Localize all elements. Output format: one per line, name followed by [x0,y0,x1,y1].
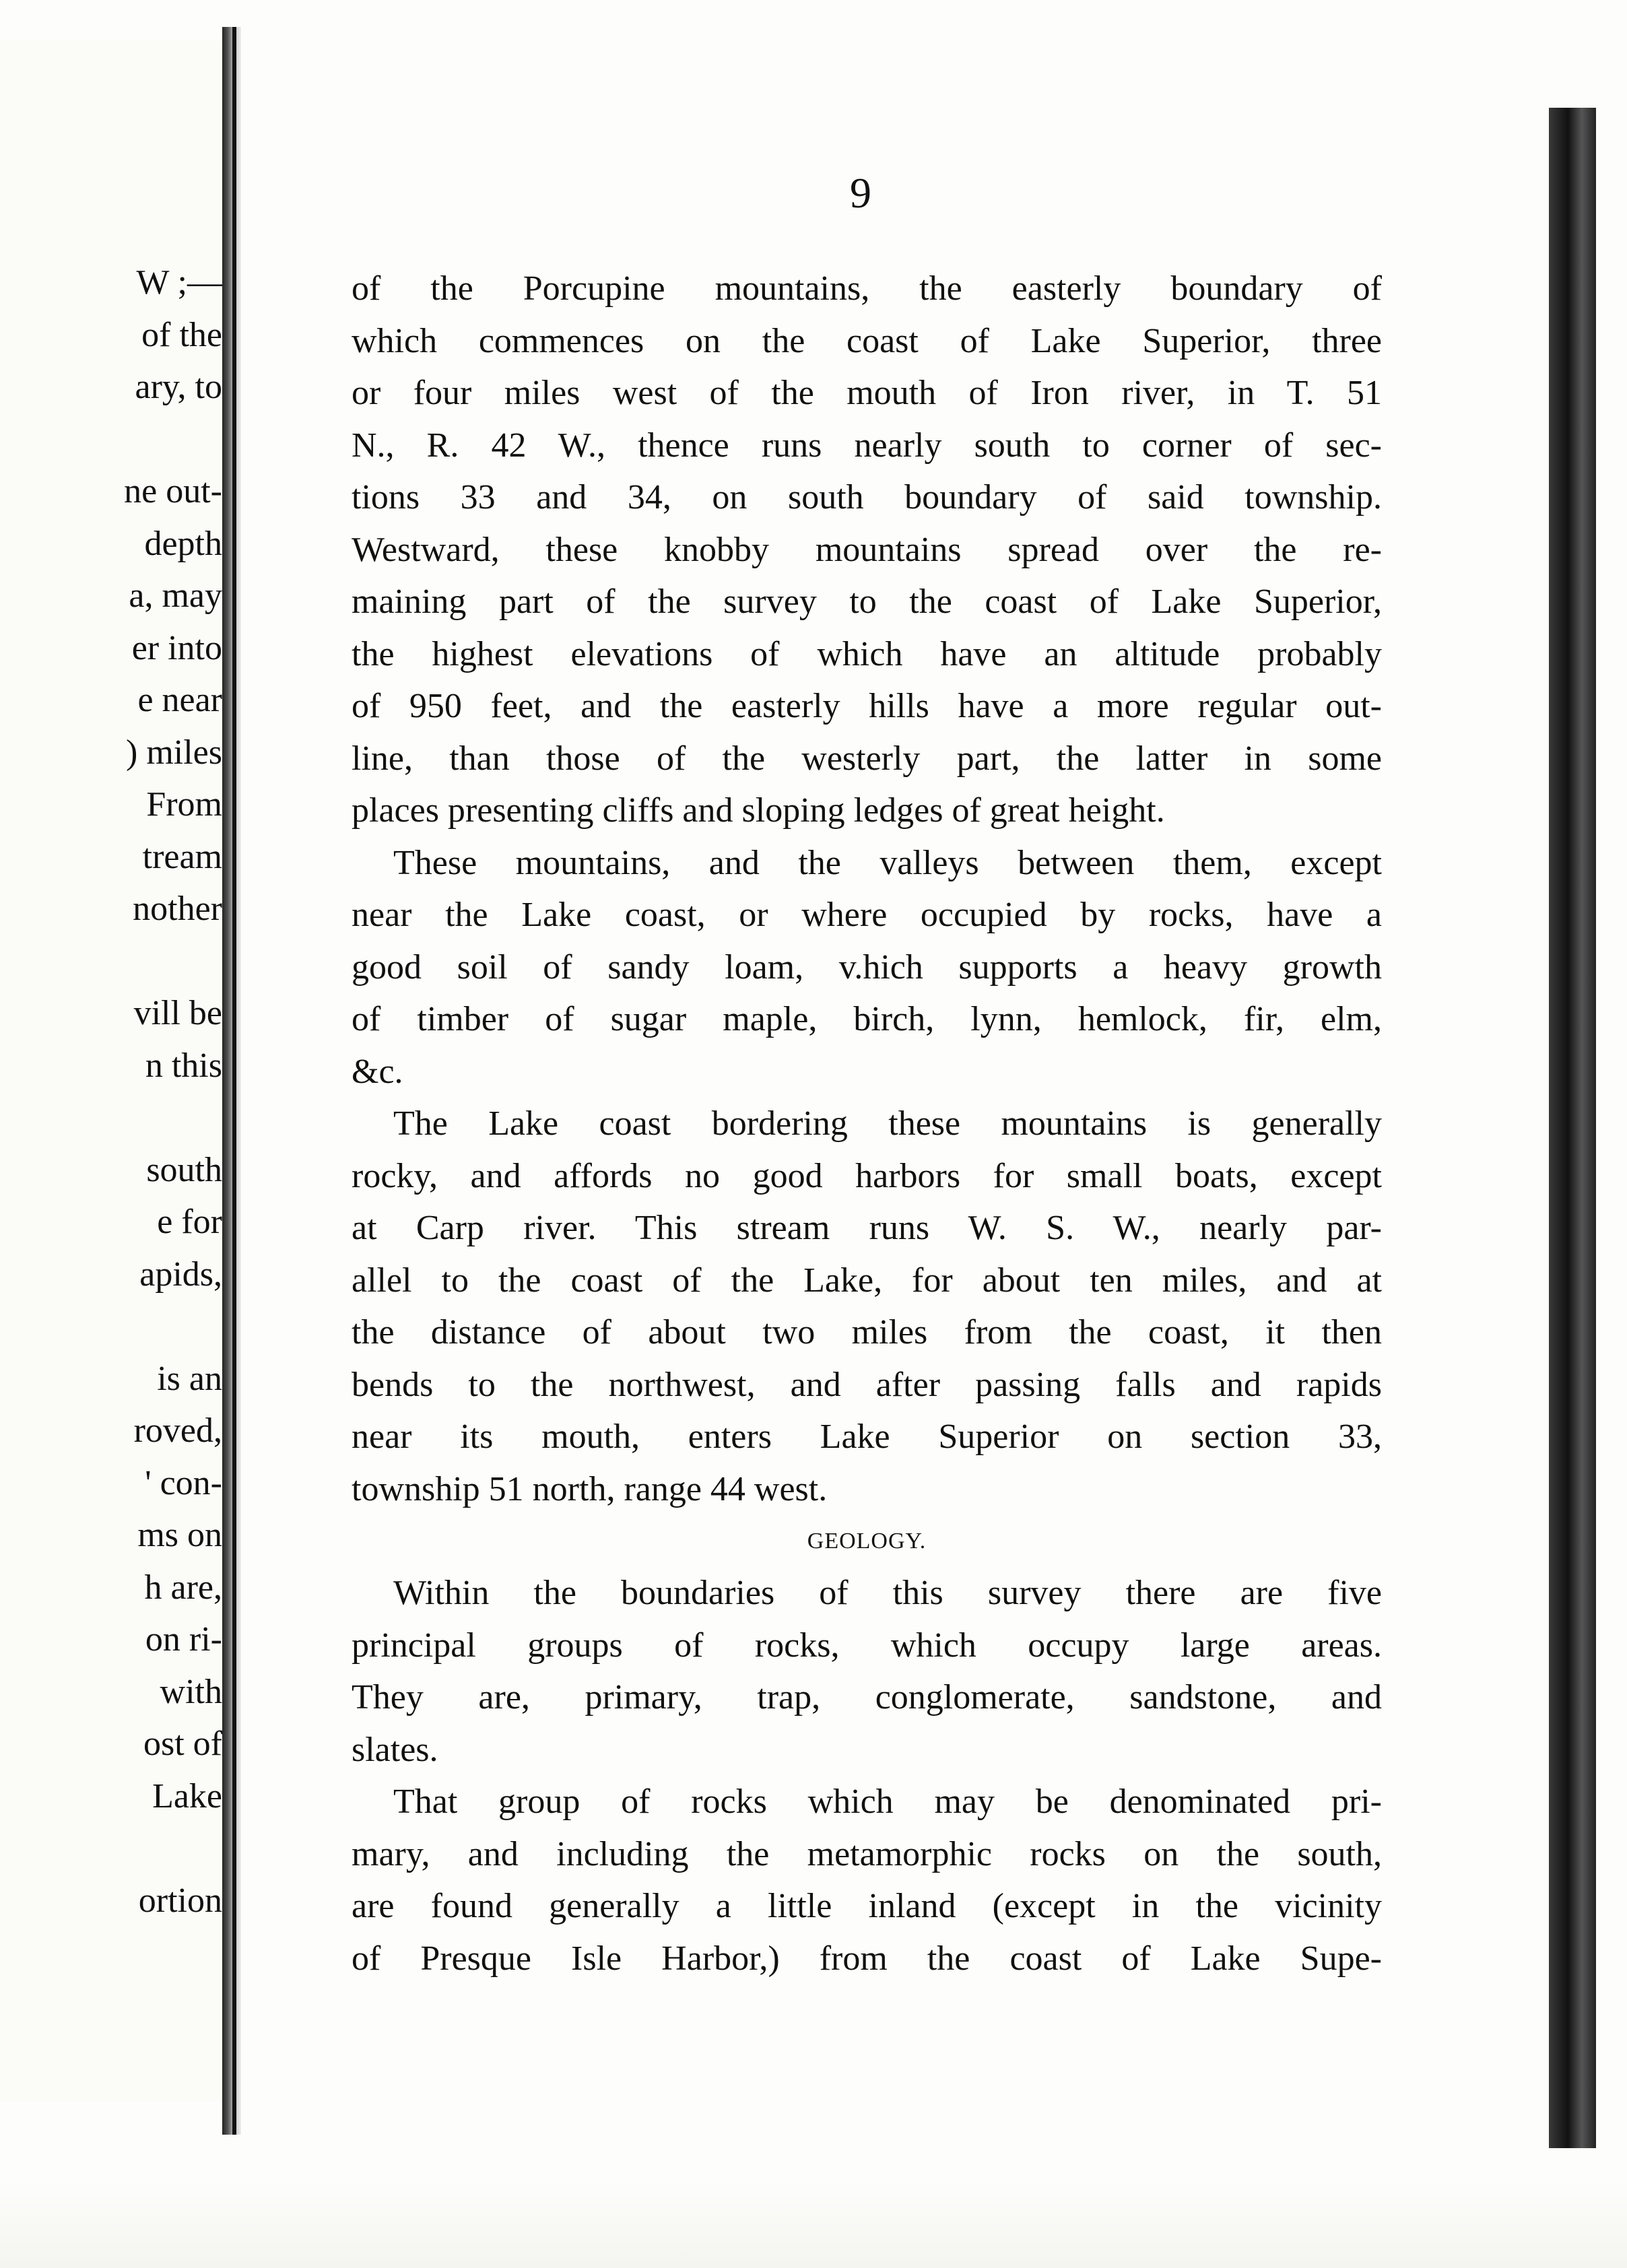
text-line: which commences on the coast of Lake Superior, three [352,321,1382,360]
left-page-line: ne out- [124,472,222,510]
text-line: principal groups of rocks, which occupy large areas. [352,1626,1382,1665]
text-line: the highest elevations of which have an altitude probably [352,634,1382,673]
text-line: allel to the coast of the Lake, for about ten miles, and at [352,1261,1382,1300]
text-line: near the Lake coast, or where occupied by rocks, have a [352,896,1382,934]
paragraph-2 [352,837,1382,1098]
text-line: are found generally a little inland (except in the vicinity [352,1887,1382,1925]
text-line: rocky, and affords no good harbors for small boats, except [352,1156,1382,1195]
left-page-line: ortion [138,1881,222,1920]
left-page-line: south [146,1150,222,1189]
left-page-line: ms on [137,1516,222,1554]
section-heading: GEOLOGY. [807,1529,927,1554]
text-line: township 51 north, range 44 west. [352,1469,828,1508]
book-gutter [222,27,241,2135]
left-page-line: depth [144,524,222,563]
text-line: places presenting cliffs and sloping ledges of great height. [352,791,1165,830]
text-line: &c. [352,1052,403,1091]
text-line: These mountains, and the valleys between them, except [393,843,1382,882]
text-line: of Presque Isle Harbor,) from the coast of Lake Supe- [352,1939,1382,1978]
text-line: at Carp river. This stream runs W. S. W., nearly par- [352,1209,1382,1247]
left-page-line: ary, to [135,368,222,406]
left-page-line: Lake [152,1776,222,1815]
text-line: bends to the northwest, and after passing falls and rapids [352,1365,1382,1404]
text-line: slates. [352,1730,438,1769]
left-page-fragment [0,40,222,2101]
left-page-line: nother [133,890,222,928]
left-page-line: vill be [133,994,222,1032]
left-page-line: roved, [133,1411,222,1450]
text-line: They are, primary, trap, conglomerate, sandstone, and [352,1678,1382,1716]
left-page-line: e for [157,1203,222,1241]
left-page-line: with [160,1672,222,1711]
text-line: Within the boundaries of this survey there are five [393,1574,1382,1612]
text-line: good soil of sandy loam, v.hich supports a heavy growth [352,947,1382,987]
text-line: or four miles west of the mouth of Iron river, in T. 51 [352,374,1382,412]
left-page-line: From [146,785,222,824]
left-page-line: is an [157,1359,222,1398]
left-page-line: apids, [139,1255,222,1294]
text-line: the distance of about two miles from the coast, it then [352,1313,1382,1352]
text-line: maining part of the survey to the coast of Lake Superior, [352,582,1382,621]
paragraph-3 [352,1098,1382,1515]
left-page-line: ost of [143,1725,222,1763]
page-edge-shadow [1549,108,1596,2148]
text-line: tions 33 and 34, on south boundary of said township. [352,478,1382,516]
text-line: That group of rocks which may be denominated pri- [393,1782,1382,1821]
text-line: N., R. 42 W., thence runs nearly south to corner of sec- [352,426,1382,465]
text-line: of timber of sugar maple, birch, lynn, hemlock, fir, elm, [352,1000,1382,1038]
paragraph-4 [352,1567,1382,1776]
gutter-line [232,27,236,2135]
left-page-line: of the [141,315,222,354]
left-page-line: ' con- [145,1463,222,1502]
paragraph-1 [352,263,1382,837]
left-page-line: h are, [144,1568,222,1607]
left-page-line: a, may [129,576,222,615]
text-line: of the Porcupine mountains, the easterly boundary of [352,269,1382,308]
text-line: Westward, these knobby mountains spread over the re- [352,530,1382,569]
left-page-line: n this [145,1046,222,1085]
text-line: The Lake coast bordering these mountains is generally [393,1104,1382,1143]
page-number: 9 [850,169,871,217]
text-line: line, than those of the westerly part, the latter in some [352,739,1382,778]
bottom-margin [0,2182,1627,2268]
left-page-line: W ;— [136,263,222,302]
body-text [352,263,1382,1984]
paragraph-5 [352,1776,1382,1984]
left-page-line: on ri- [145,1620,222,1659]
text-line: near its mouth, enters Lake Superior on section 33, [352,1418,1382,1456]
left-page-line: e near [137,681,222,719]
left-page-line: er into [131,628,222,667]
left-page-line: ) miles [126,733,222,772]
text-line: mary, and including the metamorphic rocks on the south, [352,1834,1382,1873]
left-page-line: tream [142,837,222,876]
text-line: of 950 feet, and the easterly hills have a more regular out- [352,687,1382,725]
